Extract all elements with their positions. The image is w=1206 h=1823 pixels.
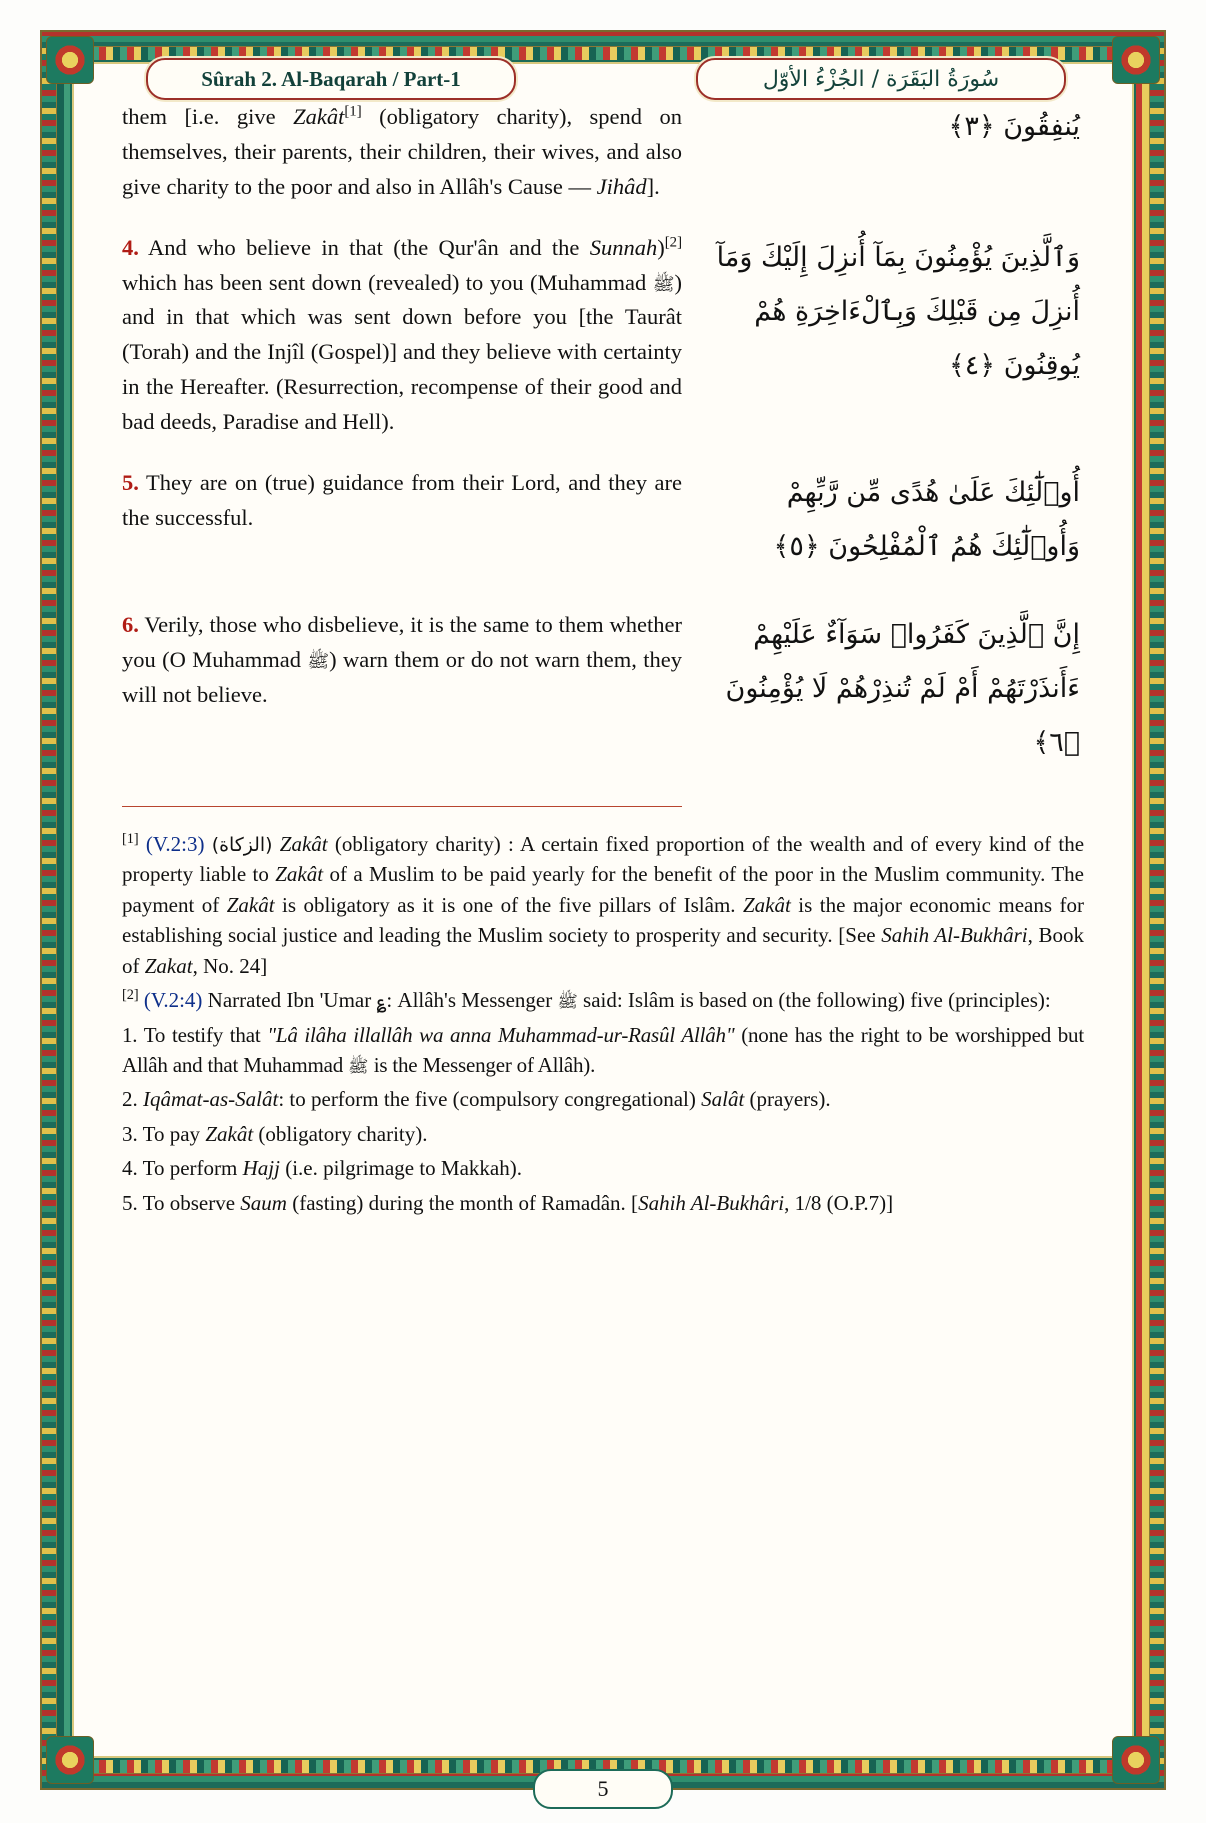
corner-ornament-icon [1112, 36, 1160, 84]
verse-english [122, 466, 682, 536]
verse-arabic: إِنَّ ٱلَّذِينَ كَفَرُوا۟ سَوَآءٌ عَلَيْهِمْ ءَأَنذَرْتَهُمْ أَمْ لَمْ تُنذِرْهُمْ لَا يُؤْمِنُونَ ﴿٦﴾ [725, 618, 1080, 758]
footnote-item [122, 1188, 1084, 1218]
corner-ornament-icon [46, 36, 94, 84]
footnote-item [122, 1119, 1084, 1149]
surah-title-en: Sûrah 2. Al-Baqarah / Part-1 [201, 66, 461, 91]
verse-block [122, 100, 1084, 205]
verse-number: 5. [122, 469, 139, 495]
footnote-marker: [2] [122, 987, 139, 1004]
footnotes-section [122, 829, 1084, 1218]
verse-english [122, 100, 682, 205]
footnote-text: 4. To perform Hajj (i.e. pilgrimage to Makkah). [122, 1156, 522, 1181]
verse-number: 6. [122, 611, 139, 637]
page-number: 5 [597, 1776, 609, 1801]
corner-ornament-icon [46, 1736, 94, 1784]
page-number-plate [533, 1769, 673, 1809]
footnote-marker: [1] [122, 830, 139, 847]
verse-arabic: أُو۟لَٰٓئِكَ عَلَىٰ هُدًى مِّن رَّبِّهِمْ وَأُو۟لَٰٓئِكَ هُمُ ٱلْمُفْلِحُونَ ﴿٥﴾ [773, 476, 1080, 562]
footnote-item [122, 1020, 1084, 1081]
verse-block [122, 231, 1084, 440]
footnote-item [122, 1084, 1084, 1114]
footnote-item [122, 1153, 1084, 1183]
corner-ornament-icon [1112, 1736, 1160, 1784]
verse-english-text: And who believe in that (the Qur'ân and the Sunnah)[2] which has been sent down (revealed) to you (Muhammad ﷺ) and in that which was sent down before you [the Taurât (Torah) and the Injîl (Gospel)] and they believe with certainty in the Hereafter. (Resurrection, recompense of their good and bad deeds, Paradise and Hell). [122, 234, 683, 434]
footnote-text: 2. Iqâmat-as-Salât: to perform the five (compulsory congregational) Salât (prayers). [122, 1087, 831, 1112]
verse-block [122, 466, 1084, 574]
verse-arabic: وَٱلَّذِينَ يُؤْمِنُونَ بِمَآ أُنزِلَ إِلَيْكَ وَمَآ أُنزِلَ مِن قَبْلِكَ وَبِٱلْءَاخِرَةِ هُمْ يُوقِنُونَ ﴿٤﴾ [716, 241, 1080, 381]
footnote-text: 5. To observe Saum (fasting) during the month of Ramadân. [Sahih Al-Bukhâri, 1/8 (O.P.7)] [122, 1190, 894, 1215]
page-body [122, 100, 1084, 1700]
verse-english [122, 608, 682, 713]
footnote-item [122, 985, 1084, 1015]
verse-arabic: يُنفِقُونَ ﴿٣﴾ [948, 111, 1080, 142]
footnote-item [122, 829, 1084, 981]
verse-english [122, 231, 682, 440]
surah-title-ar: سُورَةُ البَقَرَة / الجُزْءُ الأوّل [762, 66, 1000, 92]
footnote-text: (V.2:4) Narrated Ibn 'Umar ؏: Allâh's Messenger ﷺ said: Islâm is based on (the following) five (principles): [143, 988, 1051, 1013]
footnote-divider [122, 806, 682, 807]
verse-english-text: them [i.e. give Zakât[1] (obligatory charity), spend on themselves, their parents, their children, their wives, and also give charity to the poor and also in Allâh's Cause — Jihâd]. [122, 103, 682, 199]
verse-number: 4. [122, 234, 139, 260]
footnote-text: 3. To pay Zakât (obligatory charity). [122, 1121, 428, 1146]
verse-block [122, 608, 1084, 770]
footnote-text: 1. To testify that "Lâ ilâha illallâh wa anna Muhammad-ur-Rasûl Allâh" (none has the right to be worshipped but Allâh and that Muhammad ﷺ is the Messenger of Allâh). [122, 1022, 1084, 1077]
footnote-text: (V.2:3) (الزكاة) Zakât (obligatory charity) : A certain fixed proportion of the wealth and of every kind of the property liable to Zakât of a Muslim to be paid yearly for the benefit of the poor in the Muslim community. The payment of Zakât is obligatory as it is one of the five pillars of Islâm. Zakât is the major economic means for establishing social justice and leading the Muslim society to prosperity and security. [See Sahih Al-Bukhâri, Book of Zakat, No. 24] [122, 831, 1085, 978]
verse-english-text: They are on (true) guidance from their Lord, and they are the successful. [122, 469, 682, 530]
verse-english-text: Verily, those who disbelieve, it is the same to them whether you (O Muhammad ﷺ) warn them or do not warn them, they will not believe. [122, 611, 683, 707]
